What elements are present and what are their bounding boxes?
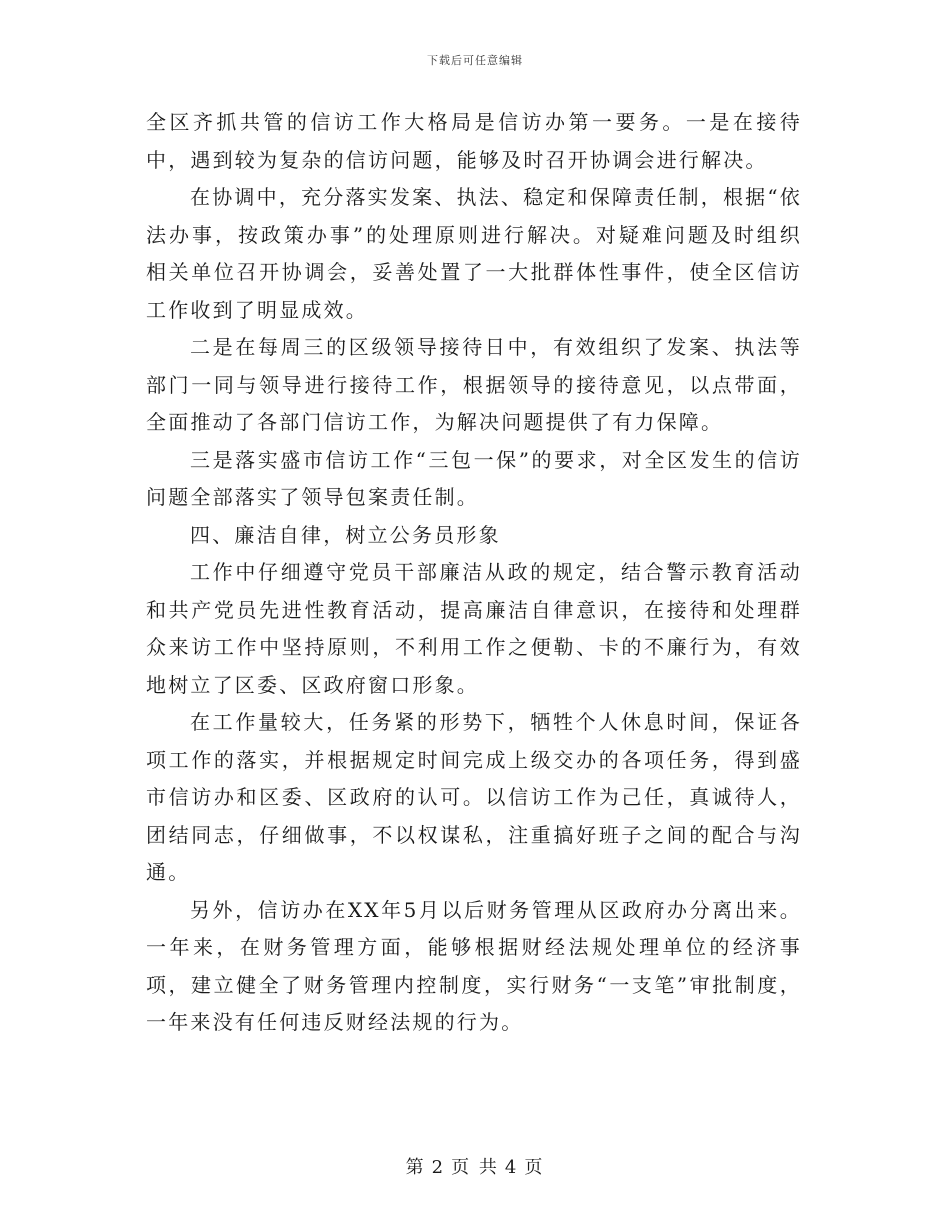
paragraph-3: 二是在每周三的区级领导接待日中，有效组织了发案、执法等部门一同与领导进行接待工作，根据领导的接待意见，以点带面，全面推动了各部门信访工作，为解决问题提供了有力保障。 [146,335,802,434]
footer-middle: 页 共 [451,1157,499,1178]
section-heading: 四、廉洁自律，树立公务员形象 [190,522,501,547]
paragraph-4: 三是落实盛市信访工作“三包一保”的要求，对全区发生的信访问题全部落实了领导包案责任制。 [146,447,802,509]
page-number: 2 [431,1157,446,1178]
paragraph-6: 工作中仔细遵守党员干部廉洁从政的规定，结合警示教育活动和共产党员先进性教育活动，提高廉洁自律意识，在接待和处理群众来访工作中坚持原则，不利用工作之便勒、卡的不廉行为，有效地树立了区委、区政府窗口形象。 [146,560,802,697]
footer-suffix: 页 [524,1157,545,1178]
paragraph-8: 另外，信访办在XX年5月以后财务管理从区政府办分离出来。一年来，在财务管理方面，能够根据财经法规处理单位的经济事项，建立健全了财务管理内控制度，实行财务“一支笔”审批制度，一年来没有任何违反财经法规的行为。 [146,897,802,1034]
page-footer [0,1153,950,1179]
paragraph-7: 在工作量较大，任务紧的形势下，牺牲个人休息时间，保证各项工作的落实，并根据规定时间完成上级交办的各项任务，得到盛市信访办和区委、区政府的认可。以信访工作为己任，真诚待人，团结同志，仔细做事，不以权谋私，注重搞好班子之间的配合与沟通。 [146,710,802,884]
footer-prefix: 第 [405,1157,426,1178]
paragraph-2: 在协调中，充分落实发案、执法、稳定和保障责任制，根据“依法办事，按政策办事”的处理原则进行解决。对疑难问题及时组织相关单位召开协调会，妥善处置了一大批群体性事件，使全区信访工作收到了明显成效。 [146,185,802,322]
page-total: 4 [504,1157,519,1178]
document-body [146,104,802,1042]
paragraph-1: 全区齐抓共管的信访工作大格局是信访办第一要务。一是在接待中，遇到较为复杂的信访问题，能够及时召开协调会进行解决。 [146,110,802,172]
page-header: 下载后可任意编辑 [427,54,523,67]
